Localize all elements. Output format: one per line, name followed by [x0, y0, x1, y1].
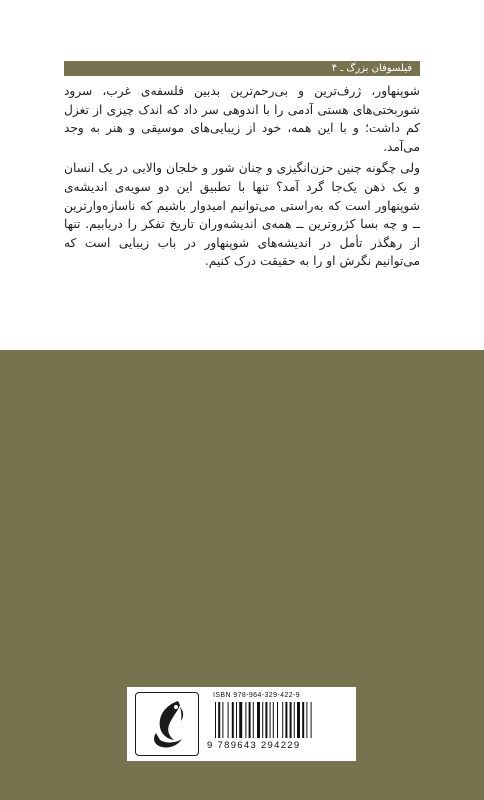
barcode-bar	[262, 702, 263, 738]
barcode-bar	[222, 702, 223, 738]
barcode-bar	[270, 702, 271, 738]
barcode-bar	[215, 702, 216, 738]
series-label: فیلسوفان بزرگ ـ ۴	[64, 61, 420, 76]
barcode-bar	[245, 702, 246, 738]
barcode-bar	[228, 702, 229, 738]
barcode-bar	[302, 702, 304, 738]
barcode-bar	[282, 702, 283, 738]
barcode-bar	[249, 702, 251, 738]
barcode-bar	[239, 702, 242, 738]
barcode-bar	[297, 702, 300, 738]
bird-calligraphy-logo-icon	[136, 693, 198, 755]
blurb-paragraph: شوپنهاور، ژرف‌ترین و بی‌رحم‌ترین بدبین فلسفه‌ی غرب، سرود شوربختی‌های هستی آدمی را با اندوهی سر داد که اندک چیزی از تغزل کم داشت؛ و با این همه، خود از زیبایی‌های موسیقی و هنر به وجد می‌آمد.	[64, 84, 420, 154]
barcode-bar	[285, 702, 287, 738]
barcode-bar	[257, 702, 260, 738]
isbn-number: ISBN 978-964-329-422-9	[213, 692, 301, 699]
back-cover-blurb	[64, 82, 420, 271]
blurb-paragraph: ولی چگونه چنین حزن‌انگیزی و چنان شور و خلجان والایی در یک انسان و یک ذهن یک‌جا گرد آمد؟ تنها با تطبیق این دو سویه‌ی اندیشه‌ی شوپنهاور است که به‌راستی می‌توانیم امیدوار باشیم که ناسازه‌وارترین ــ و چه بسا کژروترین ــ همه‌ی اندیشه‌وران تاریخ تفکر را دریابیم. تنها از رهگذر تأمل در اندیشه‌های شوپنهاور در باب زیبایی است که می‌توانیم نگرش او را به حقیقت درک کنیم.	[64, 161, 420, 269]
barcode-bar	[311, 702, 312, 738]
barcode-bar	[277, 702, 278, 738]
barcode-bar	[236, 702, 237, 738]
barcode-bar	[265, 702, 267, 738]
publisher-logo	[135, 692, 199, 756]
barcode-bar	[273, 702, 274, 738]
barcode-bar	[232, 702, 234, 738]
barcode-digits: 9 789643 294229	[207, 740, 301, 751]
isbn-sticker	[127, 687, 356, 761]
barcode-bar	[306, 702, 307, 738]
barcode-bar	[290, 702, 292, 738]
barcode	[213, 702, 349, 738]
barcode-bar	[294, 702, 295, 738]
barcode-bar	[218, 702, 220, 738]
barcode-bar	[253, 702, 254, 738]
